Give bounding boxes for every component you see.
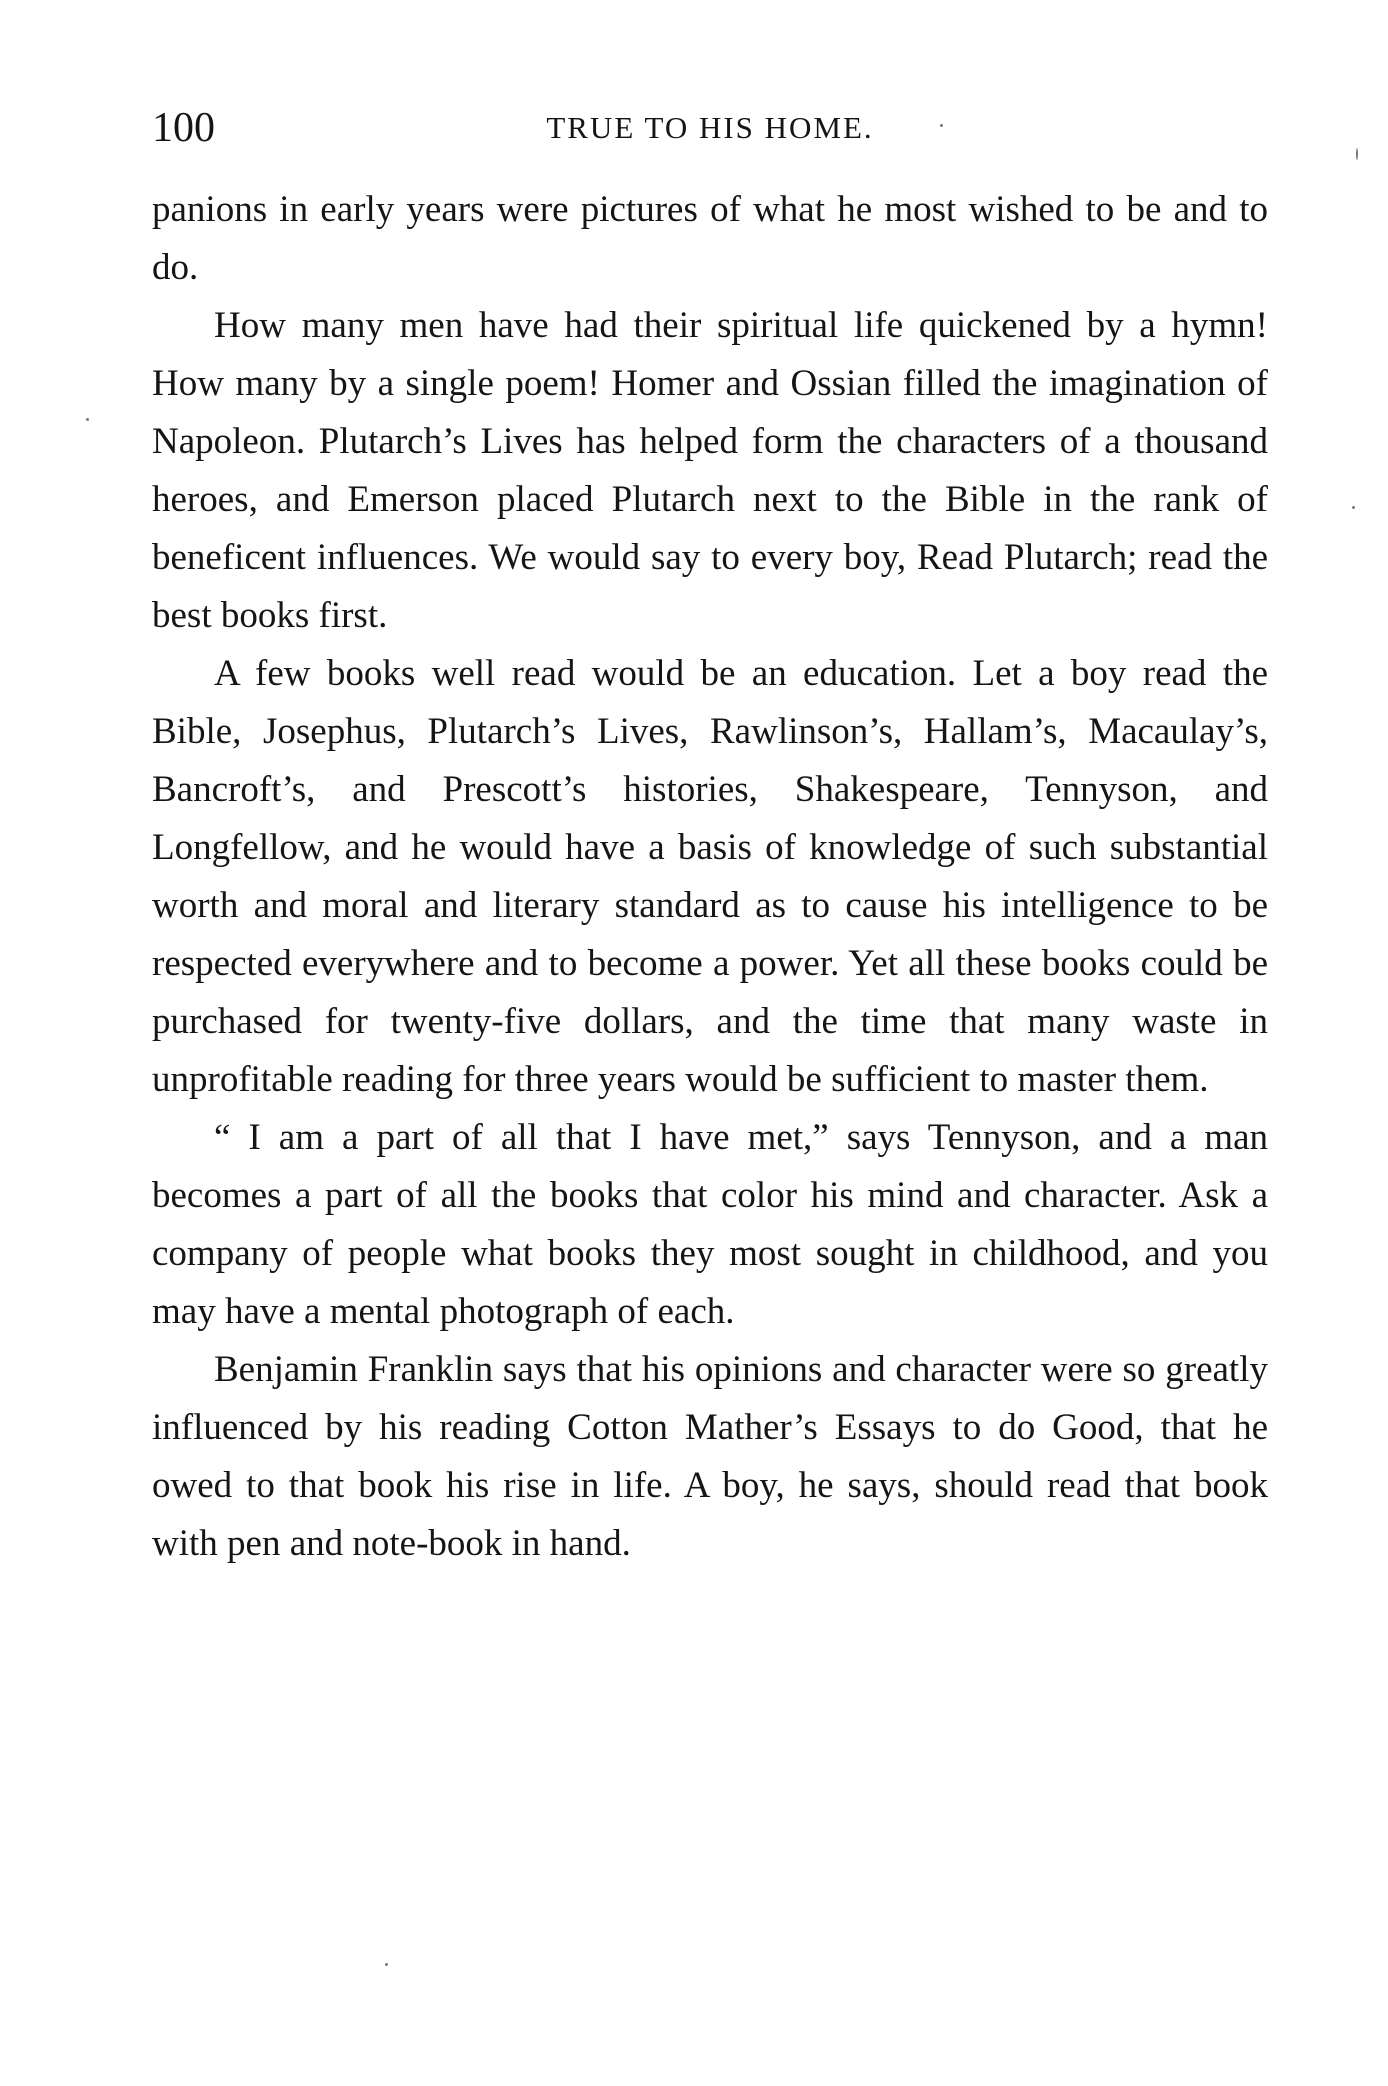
page-header [152,103,1268,153]
running-title: TRUE TO HIS HOME. [546,110,874,145]
paragraph-hymn: How many men have had their spiritual life quickened by a hymn! How many by a single poem! Homer and Ossian filled the imagination of Napoleon. Plutarch’s Lives has helped form the characters of a thousand heroes, and Emerson placed Plutarch next to the Bible in the rank of beneficent influences. We would say to every boy, Read Plutarch; read the best books first. [152,305,1268,636]
paragraph-franklin: Benjamin Franklin says that his opinions and character were so greatly influenced by his reading Cotton Mather’s Essays to do Good, that he owed to that book his rise in life. A boy, he says, should read that book with pen and note-book in hand. [152,1349,1268,1564]
scan-speck [940,124,943,127]
scan-speck [1352,506,1355,509]
scan-speck [1356,148,1358,160]
paragraph-tennyson: “ I am a part of all that I have met,” says Tennyson, and a man becomes a part of all the books that color his mind and character. Ask a company of people what books they most sought in childhood, and you may have a mental photograph of each. [152,1117,1268,1332]
page-number: 100 [152,105,215,151]
body-text [152,181,1268,1573]
paragraph-few-books: A few books well read would be an education. Let a boy read the Bible, Josephus, Plutarch’s Lives, Rawlinson’s, Hallam’s, Macaulay’s, Bancroft’s, and Prescott’s histories, Shakespeare, Tennyson, and Longfellow, and he would have a basis of knowledge of such substantial worth and moral and literary standard as to cause his intelligence to be respected everywhere and to become a power. Yet all these books could be purchased for twenty-five dollars, and the time that many waste in unprofitable reading for three years would be sufficient to master them. [152,653,1268,1100]
scan-speck [385,1963,388,1966]
scan-speck [86,418,89,421]
paragraph-continued: panions in early years were pictures of what he most wished to be and to do. [152,189,1268,288]
